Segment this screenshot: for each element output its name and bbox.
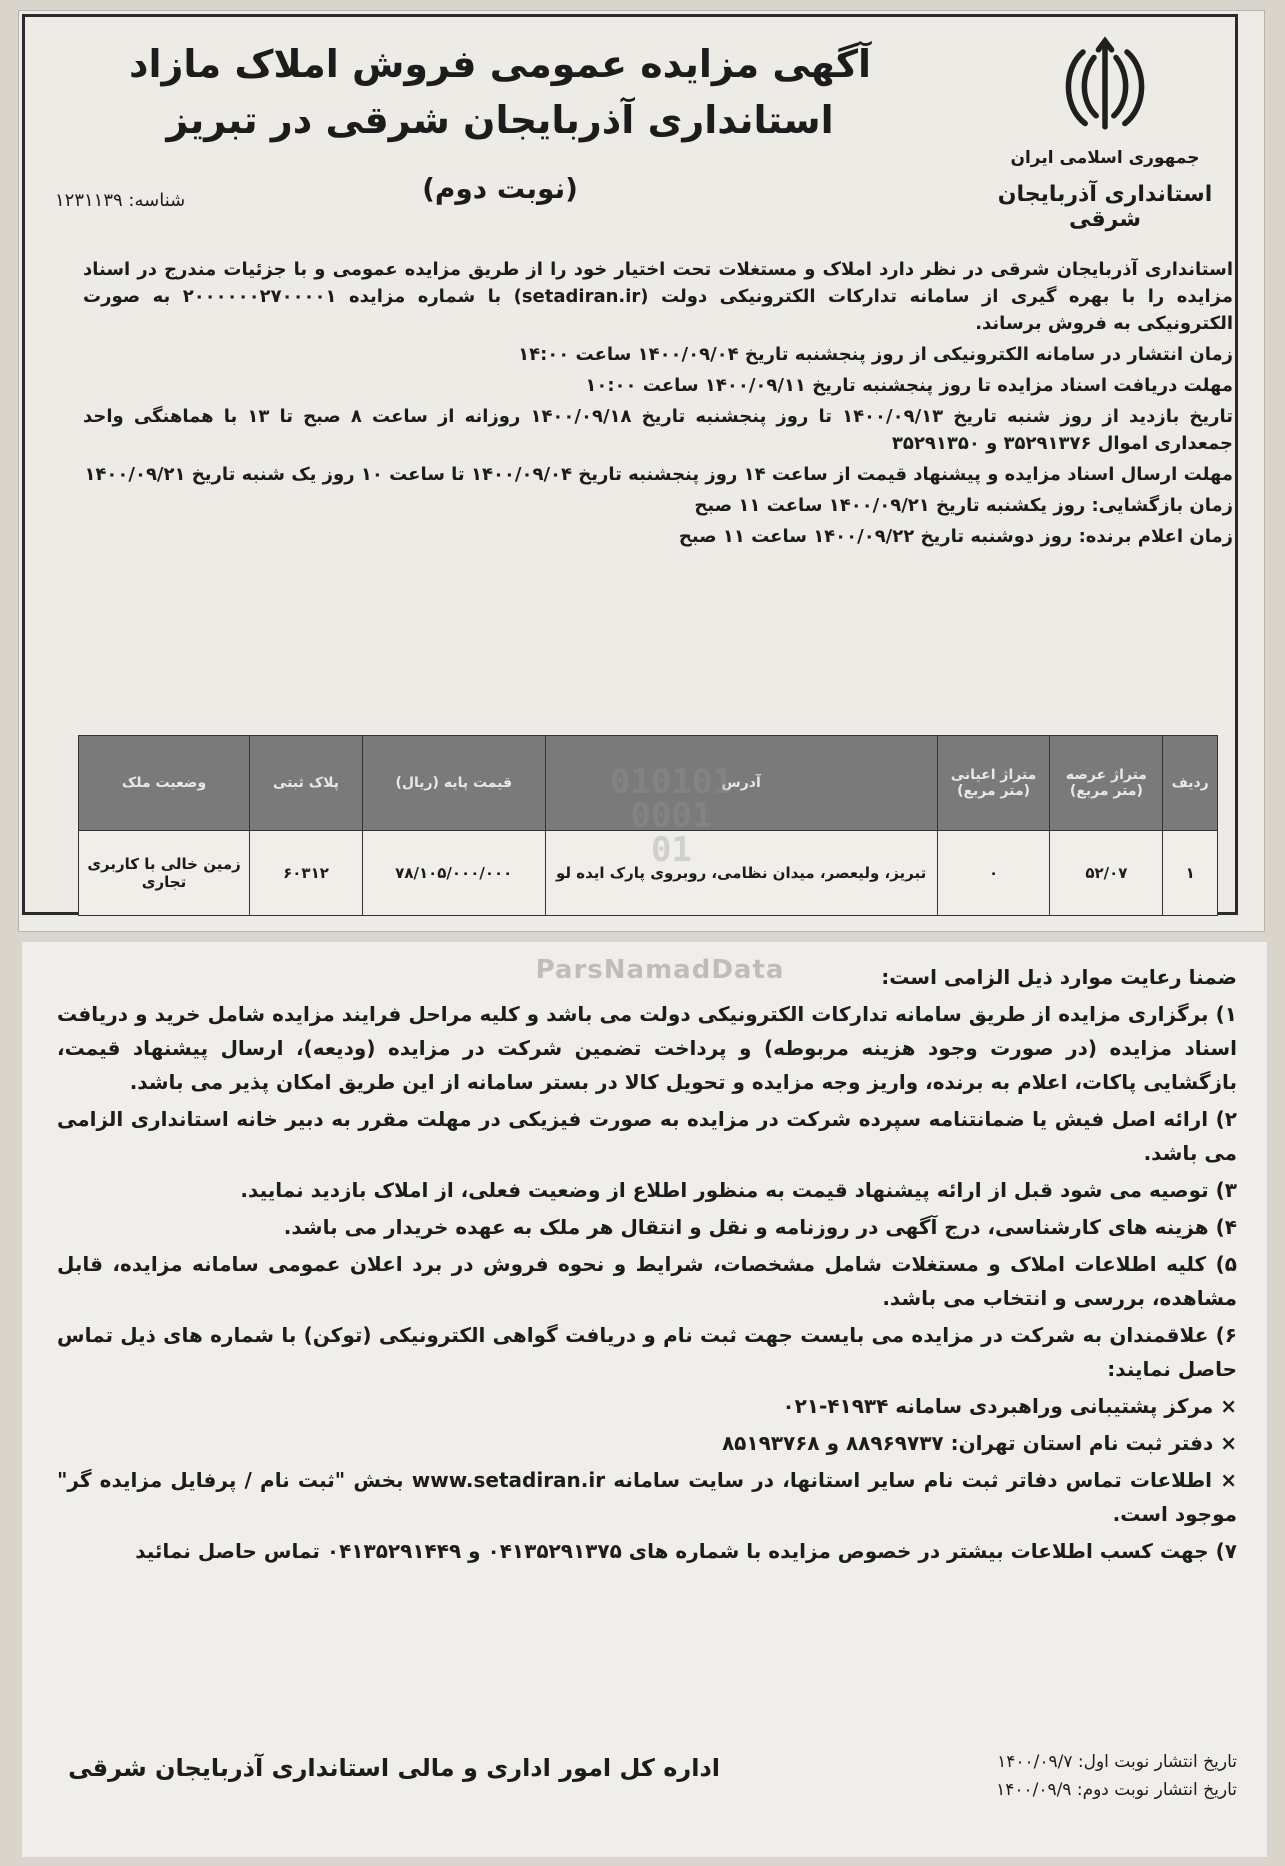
first-publish-date: تاریخ انتشار نوبت اول: ۱۴۰۰/۰۹/۷ xyxy=(997,1752,1237,1772)
publish-time: زمان انتشار در سامانه الکترونیکی از روز پنجشنبه تاریخ ۱۴۰۰/۰۹/۰۴ ساعت ۱۴:۰۰ xyxy=(518,344,1233,365)
property-table xyxy=(78,735,1218,916)
condition-7: ۷) جهت کسب اطلاعات بیشتر در خصوص مزایده با شماره های ۰۴۱۳۵۲۹۱۳۷۵ و ۰۴۱۳۵۲۹۱۴۴۹ تماس حاصل نمائید xyxy=(135,1539,1237,1563)
conditions-intro: ضمنا رعایت موارد ذیل الزامی است: xyxy=(881,965,1237,989)
col-land-area: متراژ عرصه (متر مربع) xyxy=(1050,736,1163,831)
intro-paragraph: استانداری آذربایجان شرقی در نظر دارد املاک و مستغلات تحت اختیار خود را از طریق مزایده عمومی و با جزئیات مندرج در اسناد مزایده را با بهره گیری از سامانه تدارکات الکترونیکی دولت (setadiran.ir) با شماره مزایده ۲۰۰۰۰۰۰۲۷۰۰۰۰۱ به صورت الکترونیکی به فروش برساند. xyxy=(83,259,1233,334)
table-row xyxy=(79,831,1218,916)
header-emblem-block xyxy=(985,30,1225,232)
watermark-brand: ParsNamadData xyxy=(535,955,785,985)
cell-base-price: ۷۸/۱۰۵/۰۰۰/۰۰۰ xyxy=(362,831,545,916)
condition-1: ۱) برگزاری مزایده از طریق سامانه تدارکات الکترونیکی دولت می باشد و کلیه مراحل فرایند مزایده شامل خرید و دریافت اسناد مزایده (در صورت وجود هزینه مربوطه) و پرداخت تضمین شرکت در مزایده (ودیعه)، ارسال پیشنهاد قیمت، بازگشایی پاکات، اعلام به برنده، واریز وجه مزایده و تحویل کالا در بستر سامانه از این طریق امکان پذیر می باشد. xyxy=(57,1002,1237,1094)
col-building-area: متراژ اعیانی (متر مربع) xyxy=(937,736,1050,831)
condition-5: ۵) کلیه اطلاعات املاک و مستغلات شامل مشخصات، شرایط و نحوه فروش در برد اعلان عمومی سامانه مزایده، قابل مشاهده، بررسی و انتخاب می باشد. xyxy=(57,1252,1237,1310)
issuer-signature: اداره کل امور اداری و مالی استانداری آذربایجان شرقی xyxy=(68,1754,720,1782)
visit-dates: تاریخ بازدید از روز شنبه تاریخ ۱۴۰۰/۰۹/۱۳ تا روز پنجشنبه تاریخ ۱۴۰۰/۰۹/۱۸ روزانه از ساعت ۸ صبح تا ۱۳ با هماهنگی واحد جمعداری اموال ۳۵۲۹۱۳۷۶ و ۳۵۲۹۱۳۵۰ xyxy=(83,406,1234,454)
col-base-price: قیمت پایه (ریال) xyxy=(362,736,545,831)
col-address: آدرس xyxy=(545,736,937,831)
cell-plaque: ۶۰۳۱۲ xyxy=(250,831,363,916)
notice-title-line2: استانداری آذربایجان شرقی در تبریز xyxy=(166,98,834,142)
submission-deadline: مهلت ارسال اسناد مزایده و پیشنهاد قیمت از ساعت ۱۴ روز پنجشنبه تاریخ ۱۴۰۰/۰۹/۰۴ تا ساعت ۱۰ روز یک شنبه تاریخ ۱۴۰۰/۰۹/۲۱ xyxy=(84,464,1233,485)
condition-3: ۳) توصیه می شود قبل از ارائه پیشنهاد قیمت به منظور اطلاع از وضعیت فعلی، از املاک بازدید نمایید. xyxy=(240,1178,1237,1202)
notice-intro xyxy=(83,256,1233,554)
condition-4: ۴) هزینه های کارشناسی، درج آگهی در روزنامه و نقل و انتقال هر ملک به عهده خریدار می باشد. xyxy=(283,1215,1237,1239)
cell-building-area: ۰ xyxy=(937,831,1050,916)
col-status: وضعیت ملک xyxy=(79,736,250,831)
cell-land-area: ۵۲/۰۷ xyxy=(1050,831,1163,916)
winner-announcement: زمان اعلام برنده: روز دوشنبه تاریخ ۱۴۰۰/۰۹/۲۲ ساعت ۱۱ صبح xyxy=(678,526,1233,547)
notice-id: شناسه: ۱۲۳۱۱۳۹ xyxy=(55,190,186,211)
province-name: استانداری آذربایجان شرقی xyxy=(997,182,1213,232)
cell-row-no: ۱ xyxy=(1163,831,1218,916)
notice-title-line1: آگهی مزایده عمومی فروش املاک مازاد xyxy=(129,42,871,86)
watermark-binary: 010101 0001 01 xyxy=(610,762,733,870)
col-plaque: پلاک ثبتی xyxy=(250,736,363,831)
contact-support: × مرکز پشتیبانی وراهبردی سامانه ۴۱۹۳۴-۰۲۱ xyxy=(782,1394,1237,1418)
contact-tehran: × دفتر ثبت نام استان تهران: ۸۸۹۶۹۷۳۷ و ۸۵۱۹۳۷۶۸ xyxy=(721,1431,1237,1455)
condition-6: ۶) علاقمندان به شرکت در مزایده می بایست جهت ثبت نام و دریافت گواهی الکترونیکی (توکن) با شماره های ذیل تماس حاصل نمایند: xyxy=(57,1323,1237,1381)
document-deadline: مهلت دریافت اسناد مزایده تا روز پنجشنبه تاریخ ۱۴۰۰/۰۹/۱۱ ساعت ۱۰:۰۰ xyxy=(585,375,1233,396)
second-publish-date: تاریخ انتشار نوبت دوم: ۱۴۰۰/۰۹/۹ xyxy=(996,1780,1237,1800)
country-name: جمهوری اسلامی ایران xyxy=(1010,148,1200,168)
table-header-row xyxy=(79,736,1218,831)
iran-emblem-icon xyxy=(1050,30,1160,140)
condition-2: ۲) ارائه اصل فیش یا ضمانتنامه سپرده شرکت در مزایده به صورت فیزیکی در مهلت مقرر به دبیر خانه استانداری الزامی می باشد. xyxy=(57,1107,1237,1165)
conditions-section xyxy=(57,960,1237,1571)
notice-round: (نوبت دوم) xyxy=(422,172,578,205)
publication-dates xyxy=(907,1748,1237,1804)
opening-time: زمان بازگشایی: روز یکشنبه تاریخ ۱۴۰۰/۰۹/۲۱ ساعت ۱۱ صبح xyxy=(694,495,1233,516)
cell-status: زمین خالی با کاربری تجاری xyxy=(79,831,250,916)
cell-address: تبریز، ولیعصر، میدان نظامی، روبروی پارک ایده لو xyxy=(545,831,937,916)
contact-provinces: × اطلاعات تماس دفاتر ثبت نام سایر استانها، در سایت سامانه www.setadiran.ir بخش "ثبت نام / پرفایل مزایده گر" موجود است. xyxy=(57,1468,1237,1526)
col-row-no: ردیف xyxy=(1163,736,1218,831)
